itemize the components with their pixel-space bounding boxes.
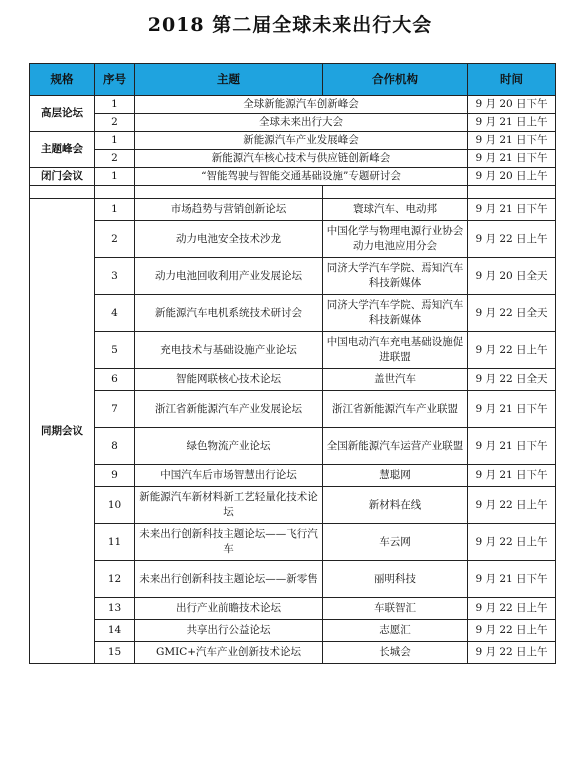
topic-cell: GMIC+汽车产业创新技术论坛 <box>135 642 323 664</box>
table-row <box>30 620 556 642</box>
index-cell: 1 <box>95 168 135 186</box>
partner-cell: 盖世汽车 <box>323 369 468 391</box>
blank-cell <box>30 186 95 199</box>
index-cell: 1 <box>95 96 135 114</box>
topic-cell: 出行产业前瞻技术论坛 <box>135 598 323 620</box>
time-cell: 9 月 22 日上午 <box>468 487 556 524</box>
time-cell: 9 月 21 日下午 <box>468 465 556 487</box>
time-cell: 9 月 21 日上午 <box>468 114 556 132</box>
index-cell: 2 <box>95 150 135 168</box>
topic-cell: 中国汽车后市场智慧出行论坛 <box>135 465 323 487</box>
index-cell: 7 <box>95 391 135 428</box>
table-row <box>30 487 556 524</box>
index-cell: 1 <box>95 132 135 150</box>
table-row <box>30 295 556 332</box>
index-cell: 3 <box>95 258 135 295</box>
table-row <box>30 168 556 186</box>
index-cell: 5 <box>95 332 135 369</box>
blank-cell <box>95 186 135 199</box>
topic-cell: 浙江省新能源汽车产业发展论坛 <box>135 391 323 428</box>
topic-cell: 新能源汽车电机系统技术研讨会 <box>135 295 323 332</box>
index-cell: 10 <box>95 487 135 524</box>
partner-cell: 浙江省新能源汽车产业联盟 <box>323 391 468 428</box>
time-cell: 9 月 21 日下午 <box>468 150 556 168</box>
header-partner: 合作机构 <box>323 64 468 96</box>
partner-cell: 丽明科技 <box>323 561 468 598</box>
category-cell: 同期会议 <box>30 199 95 664</box>
table-row <box>30 391 556 428</box>
table-row <box>30 199 556 221</box>
topic-cell: 全球新能源汽车创新峰会 <box>135 96 468 114</box>
time-cell: 9 月 21 日下午 <box>468 391 556 428</box>
topic-cell: 新能源汽车产业发展峰会 <box>135 132 468 150</box>
time-cell: 9 月 20 日全天 <box>468 258 556 295</box>
topic-cell: 未来出行创新科技主题论坛——新零售 <box>135 561 323 598</box>
category-cell: 闭门会议 <box>30 168 95 186</box>
table-row <box>30 132 556 150</box>
partner-cell: 志愿汇 <box>323 620 468 642</box>
topic-cell: 绿色物流产业论坛 <box>135 428 323 465</box>
partner-cell: 车云网 <box>323 524 468 561</box>
topic-cell: 新能源汽车核心技术与供应链创新峰会 <box>135 150 468 168</box>
time-cell: 9 月 21 日下午 <box>468 428 556 465</box>
index-cell: 15 <box>95 642 135 664</box>
time-cell: 9 月 21 日下午 <box>468 561 556 598</box>
index-cell: 9 <box>95 465 135 487</box>
topic-cell: 共享出行公益论坛 <box>135 620 323 642</box>
index-cell: 2 <box>95 114 135 132</box>
header-time: 时间 <box>468 64 556 96</box>
partner-cell: 中国电动汽车充电基础设施促进联盟 <box>323 332 468 369</box>
table-row <box>30 369 556 391</box>
topic-cell: 全球未来出行大会 <box>135 114 468 132</box>
time-cell: 9 月 21 日下午 <box>468 199 556 221</box>
blank-cell <box>135 186 323 199</box>
topic-cell: 充电技术与基础设施产业论坛 <box>135 332 323 369</box>
time-cell: 9 月 22 日全天 <box>468 369 556 391</box>
partner-cell: 全国新能源汽车运营产业联盟 <box>323 428 468 465</box>
time-cell: 9 月 22 日全天 <box>468 295 556 332</box>
topic-cell: “智能驾驶与智能交通基础设施”专题研讨会 <box>135 168 468 186</box>
table-row <box>30 642 556 664</box>
topic-cell: 动力电池回收利用产业发展论坛 <box>135 258 323 295</box>
index-cell: 6 <box>95 369 135 391</box>
table-row <box>30 465 556 487</box>
time-cell: 9 月 22 日上午 <box>468 221 556 258</box>
partner-cell: 同济大学汽车学院、焉知汽车科技新媒体 <box>323 258 468 295</box>
topic-cell: 动力电池安全技术沙龙 <box>135 221 323 258</box>
index-cell: 2 <box>95 221 135 258</box>
category-cell: 高层论坛 <box>30 96 95 132</box>
time-cell: 9 月 21 日下午 <box>468 132 556 150</box>
time-cell: 9 月 22 日上午 <box>468 620 556 642</box>
schedule-table <box>29 63 556 664</box>
table-row <box>30 332 556 369</box>
index-cell: 11 <box>95 524 135 561</box>
table-row <box>30 561 556 598</box>
category-cell: 主题峰会 <box>30 132 95 168</box>
blank-cell <box>468 186 556 199</box>
time-cell: 9 月 20 日下午 <box>468 96 556 114</box>
index-cell: 8 <box>95 428 135 465</box>
time-cell: 9 月 20 日上午 <box>468 168 556 186</box>
topic-cell: 未来出行创新科技主题论坛——飞行汽车 <box>135 524 323 561</box>
table-row <box>30 221 556 258</box>
parallel-section <box>30 199 556 664</box>
partner-cell: 长城会 <box>323 642 468 664</box>
partner-cell: 中国化学与物理电源行业协会动力电池应用分会 <box>323 221 468 258</box>
time-cell: 9 月 22 日上午 <box>468 332 556 369</box>
table-row <box>30 150 556 168</box>
time-cell: 9 月 22 日上午 <box>468 642 556 664</box>
topic-cell: 智能网联核心技术论坛 <box>135 369 323 391</box>
index-cell: 1 <box>95 199 135 221</box>
partner-cell: 寰球汽车、电动邦 <box>323 199 468 221</box>
table-row <box>30 258 556 295</box>
partner-cell: 新材料在线 <box>323 487 468 524</box>
header-topic: 主题 <box>135 64 323 96</box>
header-row <box>30 64 556 96</box>
index-cell: 12 <box>95 561 135 598</box>
table-row <box>30 524 556 561</box>
index-cell: 14 <box>95 620 135 642</box>
partner-cell: 同济大学汽车学院、焉知汽车科技新媒体 <box>323 295 468 332</box>
partner-cell: 车联智汇 <box>323 598 468 620</box>
table-row <box>30 428 556 465</box>
partner-cell: 慧聪网 <box>323 465 468 487</box>
table-row <box>30 96 556 114</box>
index-cell: 4 <box>95 295 135 332</box>
topic-cell: 新能源汽车新材料新工艺轻量化技术论坛 <box>135 487 323 524</box>
separator-row <box>30 186 556 199</box>
table-row <box>30 598 556 620</box>
blank-cell <box>323 186 468 199</box>
table-row <box>30 114 556 132</box>
header-index: 序号 <box>95 64 135 96</box>
time-cell: 9 月 22 日上午 <box>468 524 556 561</box>
time-cell: 9 月 22 日上午 <box>468 598 556 620</box>
index-cell: 13 <box>95 598 135 620</box>
header-category: 规格 <box>30 64 95 96</box>
topic-cell: 市场趋势与营销创新论坛 <box>135 199 323 221</box>
page-title: 2018 第二届全球未来出行大会 <box>147 14 433 36</box>
